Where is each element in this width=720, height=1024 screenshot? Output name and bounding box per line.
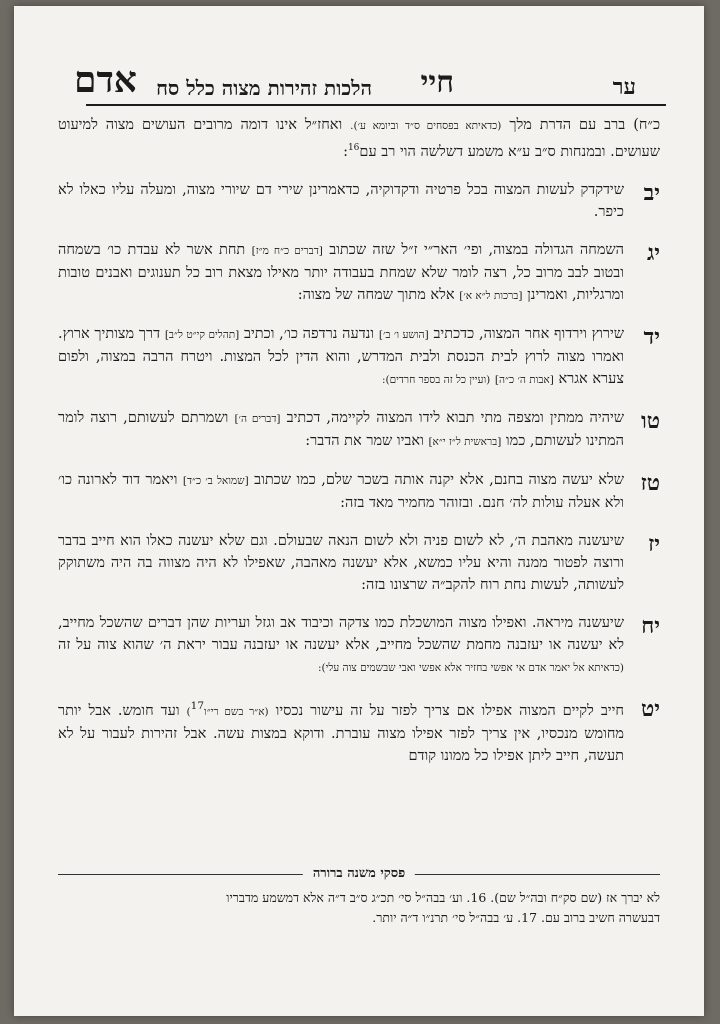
source-reference: [בראשית ל״ז י״א] [428,435,502,448]
source-reference: [הושע ו׳ ב׳] [378,328,429,341]
book-page [14,6,704,1016]
page-number: ער [612,74,636,100]
source-reference: (כדאיתא אל יאמר אדם אי אפשי בחזיר אלא אפשי ואבי שבשמים צוה עלי): [317,661,624,674]
paragraph-number: טז [640,469,660,496]
source-reference: [דברים ה׳] [234,412,281,425]
source-reference: [ברכות ל״א א׳] [459,289,523,302]
paragraph-number: טו [641,407,660,434]
footnotes [58,888,660,928]
paragraph-19: יט חייב לקיים המצוה אפילו אם צריך לפזר על זה עישור נכסיו (א״ר בשם רי״ו$^{17}$) ועד חומש. אבל יותר מחומש מנכסיו, אין צריך לפזר אפילו מצוה עוברת. ודוקא במצות עשה. אבל זהירות לעבור על לא תעשה, חייב ליתן אפילו כל ממונו קודם [58,695,660,764]
paragraph-number: יג [646,239,660,266]
paragraph-number: יב [643,179,660,206]
book-title-adam: אדם [74,59,137,101]
source-reference: [שמואל ב׳ כ״ד] [182,474,249,487]
footnote-line: דבעשרה חשיב ברוב עם. 17. ע׳ בבה״ל סי׳ תרנ״ו ד״ה יותר. [372,910,660,925]
source-reference: [דברים כ״ח מ״ז] [251,244,323,257]
source-reference: [אבות ה׳ כ״ה] [494,373,554,386]
main-text [58,114,660,783]
paragraph-16: טז שלא יעשה מצוה בחנם, אלא יקנה אותה בשכר שלם, כמו שכתוב [שמואל ב׳ כ״ד] ויאמר דוד לארונה כו׳ ולא אעלה עולות לה׳ חנם. ובזוהר מחמיר מאד בזה: [58,469,660,511]
source-reference: (כדאיתא בפסחים ס״ד וביומא ע׳). [350,120,502,132]
source-reference: (ועיין כל זה בספר חרדים): [381,373,491,386]
paragraph-number: יט [640,695,660,722]
running-header [54,59,664,102]
section-title: הלכות זהירות מצוה כלל סח [156,76,372,100]
footnote-marker: 16 [347,143,360,153]
paragraph-number: יד [643,323,660,350]
paragraph-number: יז [648,530,660,557]
source-reference: [תהלים קי״ט ל״ב] [164,328,240,341]
paragraph-13: יג השמחה הגדולה במצוה, ופי׳ האר״י ז״ל שזה שכתוב [דברים כ״ח מ״ז] תחת אשר לא עבדת כו׳ בשמחה ובטוב לבב מרוב כל, רצה לומר שלא שמחת בעבודה יותר מאילו מצאת רוב כל תענוגים ואבנים טובות ומרגליות, ואמרינן [ברכות ל״א א׳] אלא מתוך שמחה של מצוה: [58,239,660,303]
paragraph-18: יח שיעשנה מיראה. ואפילו מצוה המושכלת כמו צדקה וכיבוד אב וגזל ועריות שהן דברים שהשכל מחייב, לא יעשנה או יעזבנה מחמת שהשכל מחייב, אלא יעשנה או יעזבנה עבור יראת ה׳ שהוא צוה על זה (כדאיתא אל יאמר אדם אי אפשי בחזיר אלא אפשי ואבי שבשמים צוה עלי): [58,612,660,674]
mishnah-berurah-title: פסקי משנה ברורה [303,864,415,884]
paragraph-12: יב שידקדק לעשות המצוה בכל פרטיה ודקדוקיה, כדאמרינן שירי דם שיורי מצוה, ומעלה עליו כאלו לא כיפר. [58,179,660,220]
paragraph-number: יח [641,612,660,639]
header-divider [86,104,666,106]
paragraph-15: טו שיהיה ממתין ומצפה מתי תבוא לידו המצוה לקיימה, דכתיב [דברים ה׳] ושמרתם לעשותם, רוצה לומר המתינו לעשותם, כמו [בראשית ל״ז י״א] ואביו שמר את הדבר: [58,407,660,449]
continuation-paragraph: כ״ח) ברב עם הדרת מלך (כדאיתא בפסחים ס״ד וביומא ע׳). ואחז״ל אינו דומה מרובים העושים מצוה למיעוט שעושים. ובמנחות ס״ב ע״א משמע דשלשה הוי רב עם$^{16}$: [58,117,661,160]
paragraph-17: יז שיעשנה מאהבת ה׳, לא לשום פניה ולא לשום הנאה שבעולם. וגם שלא יעשנה כאלו הוא חייב בדבר ורוצה לפטור ממנה והיא עליו כמשא, אלא יעשנה מאהבה, שאפילו לא היה מצווה בה היה משתוקק לעשותה, לעשות נחת רוח להקב״ה שרצונו בזה: [58,530,660,593]
book-title-chayei: חיי [420,65,454,100]
mishnah-berurah-divider [58,864,660,884]
footnote-line: לא יברך אז (שם סק״ח ובה״ל שם). 16. וע׳ בבה״ל סי׳ תכ״ג ס״ב ד״ה אלא דמשמע מדבריו [226,890,660,905]
footnote-marker: 17 [190,699,205,712]
source-reference: (א״ר בשם רי״ו [204,705,269,718]
paragraph-14: יד שירוץ וירדוף אחר המצוה, כדכתיב [הושע ו׳ ב׳] ונדעה נרדפה כו׳, וכתיב [תהלים קי״ט ל״ב] דרך מצותיך ארוץ. ואמרו מצוה לרוץ לבית הכנסת ולבית המדרש, והוא הדין לכל המצות. ויטרח הרבה במצוה, ולפום צערא אגרא [אבות ה׳ כ״ה] (ועיין כל זה בספר חרדים): [58,323,660,387]
